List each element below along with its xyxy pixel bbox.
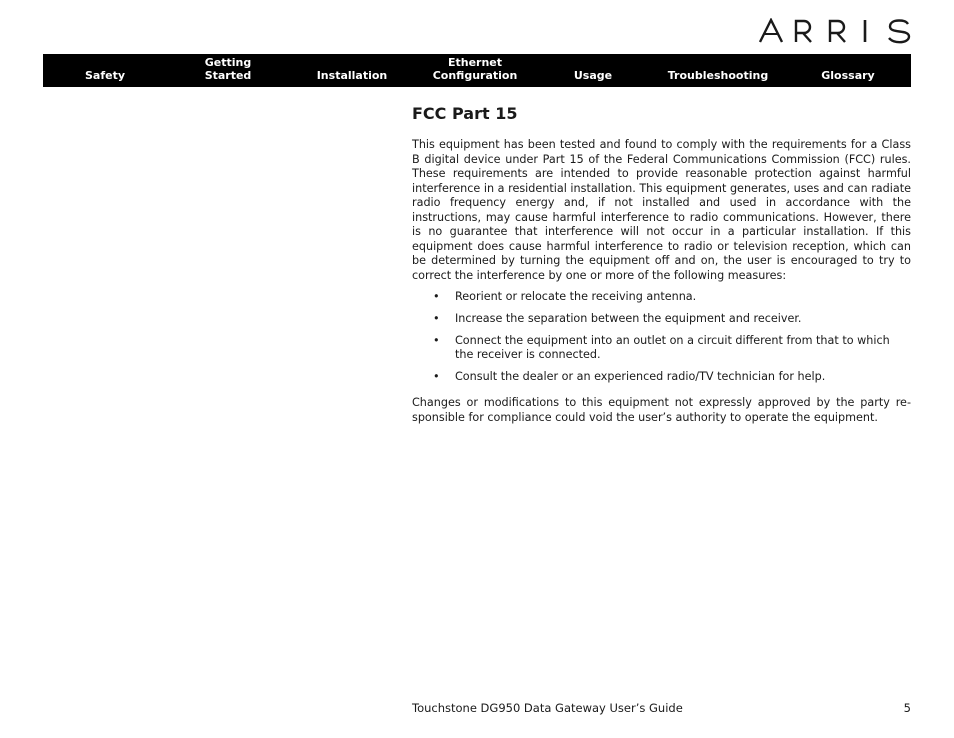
bullet-icon: • — [433, 312, 440, 325]
list-item-text: Reorient or relocate the receiving antenna. — [455, 290, 697, 303]
nav-tab-safety[interactable] — [65, 69, 145, 82]
footer-page-number: 5 — [903, 701, 911, 715]
nav-tab-glossary[interactable] — [808, 69, 888, 82]
main-content — [412, 104, 911, 425]
list-item-text: Consult the dealer or an experienced radio/TV technician for help. — [455, 370, 826, 383]
bullet-icon: • — [433, 370, 440, 383]
nav-tab-getting-started[interactable] — [188, 56, 268, 82]
section-title: FCC Part 15 — [412, 104, 518, 123]
top-navigation-bar — [43, 54, 911, 87]
nav-tab-troubleshooting-label: Troubleshooting — [667, 69, 769, 82]
closing-paragraph: Changes or modifications to this equipment not expressly approved by the party responsible for compliance could void the user’s authority to operate the equipment. — [412, 396, 911, 424]
nav-tab-safety-label: Safety — [84, 69, 126, 82]
bullet-icon: • — [433, 334, 440, 347]
nav-tab-ethernet-configuration-line1: Ethernet — [447, 56, 503, 69]
arris-logo — [758, 18, 914, 44]
list-item — [412, 290, 911, 304]
intro-paragraph: This equipment has been tested and found to comply with the requirements for a Class B digital device under Part 15 of the Federal Communications Commission (FCC) rules. These requirements are intended to provide reasonable protection against harmful interference in a residential installation. This equipment generates, uses and can radiate radio frequency energy and, if not installed and used in accordance with the instructions, may cause harmful interference to radio communications. However, there is no guarantee that interference will not occur in a particular installation. If this equipment does cause harmful interference to radio or television reception, which can be determined by turning the equipment off and on, the user is encouraged to try to correct the interference by one or more of the following measures: — [412, 138, 911, 282]
measures-list — [412, 290, 911, 384]
nav-tab-glossary-label: Glossary — [821, 69, 875, 82]
nav-tab-usage-label: Usage — [573, 69, 613, 82]
list-item — [412, 370, 911, 384]
nav-tab-installation-label: Installation — [316, 69, 388, 82]
list-item-text: Increase the separation between the equipment and receiver. — [455, 312, 802, 325]
list-item-text: Connect the equipment into an outlet on a circuit different from that to which the receiver is connected. — [455, 334, 890, 361]
nav-tab-getting-started-line2: Started — [204, 69, 252, 82]
list-item — [412, 334, 911, 362]
footer-document-title: Touchstone DG950 Data Gateway User’s Guide — [412, 701, 683, 715]
logo-text — [758, 44, 759, 45]
nav-tab-getting-started-line1: Getting — [204, 56, 252, 69]
nav-tab-usage[interactable] — [558, 69, 628, 82]
nav-tab-troubleshooting[interactable] — [663, 69, 773, 82]
nav-tab-installation[interactable] — [307, 69, 397, 82]
nav-tab-ethernet-configuration-line2: Configuration — [432, 69, 518, 82]
nav-tab-ethernet-configuration[interactable] — [422, 56, 528, 82]
list-item — [412, 312, 911, 326]
bullet-icon: • — [433, 290, 440, 303]
